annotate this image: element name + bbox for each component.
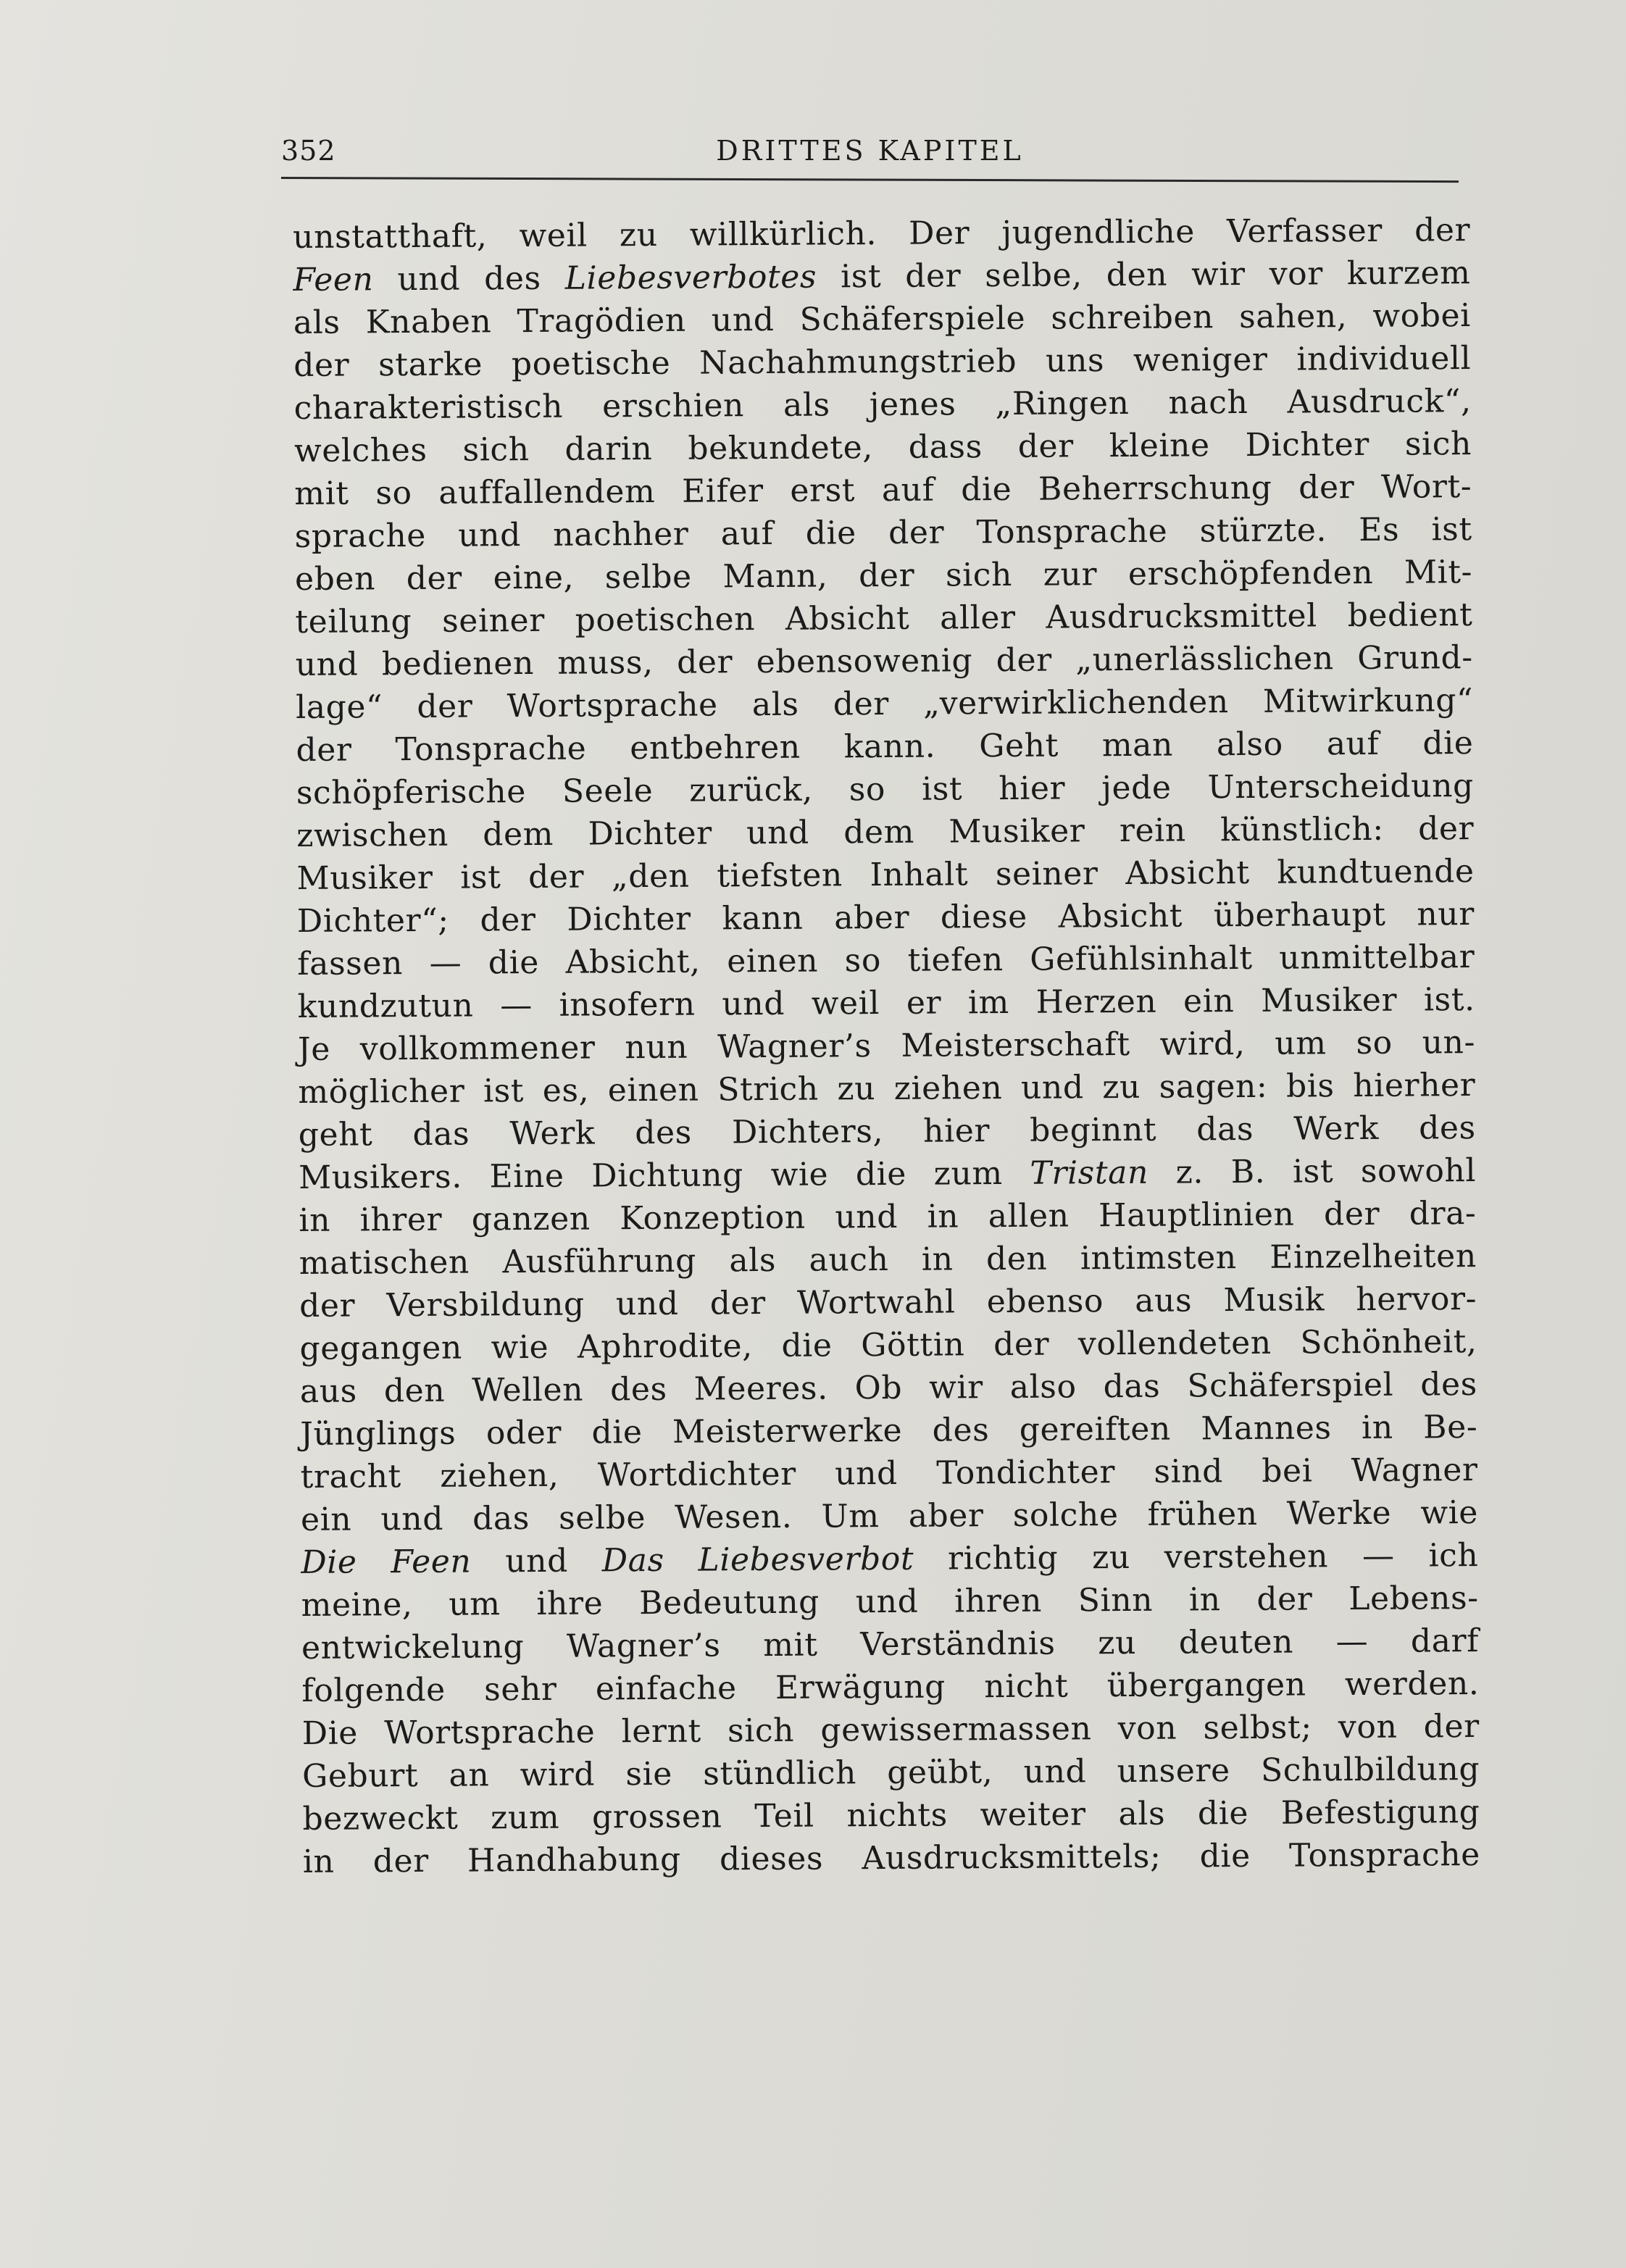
text-segment: aus den Wellen des Meeres. Ob wir also das Schäferspiel des: [299, 1366, 1478, 1410]
text-segment: gegangen wie Aphrodite, die Göttin der vollendeten Schönheit,: [299, 1323, 1477, 1367]
text-line: [299, 1149, 1476, 1199]
text-line: [296, 764, 1474, 814]
text-line: [299, 1277, 1477, 1327]
text-segment: z. B. ist sowohl: [1148, 1152, 1477, 1191]
text-line: [294, 465, 1472, 515]
text-segment: tracht ziehen, Wortdichter und Tondichter sind bei Wagner: [300, 1451, 1478, 1496]
text-line: [293, 294, 1471, 344]
text-line: [302, 1748, 1480, 1798]
text-line: [301, 1491, 1478, 1541]
text-line: [293, 380, 1471, 430]
text-line: [296, 679, 1473, 729]
italic-title: Feen: [293, 261, 374, 299]
text-line: [297, 978, 1475, 1028]
italic-title: Das Liebesverbot: [601, 1540, 914, 1580]
text-segment: folgende sehr einfache Erwägung nicht übergangen werden.: [301, 1665, 1480, 1709]
text-segment: fassen — die Absicht, einen so tiefen Gefühlsinhalt unmittelbar: [297, 938, 1475, 983]
text-line: [300, 1363, 1477, 1413]
body-text: [293, 209, 1480, 1883]
text-segment: und des: [373, 259, 565, 299]
text-line: [296, 850, 1474, 900]
text-segment: in der Handhabung dieses Ausdrucksmittels; die Tonsprache: [302, 1836, 1481, 1880]
text-line: [293, 251, 1470, 301]
text-segment: ist der selbe, den wir vor kurzem: [816, 254, 1471, 296]
text-segment: richtig zu verstehen — ich: [914, 1537, 1479, 1577]
text-line: [295, 508, 1472, 558]
text-segment: meine, um ihre Bedeutung und ihren Sinn in der Lebens-: [301, 1580, 1479, 1624]
text-segment: kundzutun — insofern und weil er im Herzen ein Musiker ist.: [297, 981, 1475, 1025]
text-line: [293, 337, 1471, 387]
text-line: [296, 807, 1474, 857]
text-line: [300, 1448, 1477, 1498]
text-segment: Dichter“; der Dichter kann aber diese Absicht überhaupt nur: [296, 896, 1475, 940]
text-segment: mit so auffallendem Eifer erst auf die Beherrschung der Wort-: [294, 468, 1472, 512]
text-segment: Die Wortsprache lernt sich gewissermassen von selbst; von der: [301, 1708, 1480, 1752]
italic-title: Liebesverbotes: [564, 258, 817, 297]
text-line: [302, 1790, 1480, 1840]
text-line: [299, 1235, 1477, 1285]
text-segment: teilung seiner poetischen Absicht aller Ausdrucksmittel bedient: [295, 596, 1473, 641]
text-line: [297, 893, 1475, 943]
text-line: [299, 1192, 1476, 1242]
text-line: [302, 1705, 1480, 1755]
text-line: [299, 1320, 1477, 1370]
text-segment: charakteristisch erschien als jenes „Ringen nach Ausdruck“,: [293, 383, 1472, 427]
text-segment: Jünglings oder die Meisterwerke des gereiften Mannes in Be-: [300, 1409, 1478, 1453]
text-line: [295, 551, 1472, 601]
text-segment: zwischen dem Dichter und dem Musiker rein künstlich: der: [296, 810, 1475, 854]
text-segment: unstatthaft, weil zu willkürlich. Der jugendliche Verfasser der: [293, 212, 1471, 256]
text-line: [301, 1619, 1479, 1669]
text-segment: Je vollkommener nun Wagner’s Meisterschaft wird, um so un-: [297, 1024, 1476, 1068]
text-line: [299, 1106, 1476, 1156]
text-line: [296, 636, 1473, 686]
text-segment: matischen Ausführung als auch in den intimsten Einzelheiten: [299, 1238, 1477, 1282]
text-line: [296, 722, 1473, 772]
text-segment: und bedienen muss, der ebensowenig der „unerlässlichen Grund-: [295, 639, 1473, 683]
text-segment: Musiker ist der „den tiefsten Inhalt seiner Absicht kundtuende: [296, 853, 1475, 897]
text-line: [293, 209, 1470, 259]
text-line: [301, 1577, 1479, 1627]
text-segment: und: [471, 1542, 602, 1580]
text-segment: eben der eine, selbe Mann, der sich zur erschöpfenden Mit-: [294, 554, 1473, 598]
text-segment: Geburt an wird sie stündlich geübt, und unsere Schulbildung: [301, 1751, 1480, 1795]
text-line: [297, 935, 1475, 985]
text-segment: bezweckt zum grossen Teil nichts weiter als die Befestigung: [302, 1793, 1480, 1838]
text-segment: lage“ der Wortsprache als der „verwirklichenden Mitwirkung“: [295, 682, 1474, 726]
text-segment: der starke poetische Nachahmungstrieb uns weniger individuell: [293, 340, 1472, 384]
text-line: [300, 1406, 1477, 1456]
italic-title: Die Feen: [301, 1543, 472, 1581]
text-segment: geht das Werk des Dichters, hier beginnt das Werk des: [298, 1109, 1476, 1154]
text-segment: welches sich darin bekundete, dass der kleine Dichter sich: [293, 425, 1472, 470]
text-line: [294, 422, 1472, 472]
text-segment: in ihrer ganzen Konzeption und in allen Hauptlinien der dra-: [299, 1195, 1477, 1239]
text-segment: der Tonsprache entbehren kann. Geht man also auf die: [296, 725, 1474, 769]
text-segment: sprache und nachher auf die der Tonsprache stürzte. Es ist: [294, 511, 1472, 555]
text-line: [303, 1833, 1480, 1883]
text-line: [295, 593, 1472, 643]
text-line: [301, 1534, 1478, 1584]
page-number: 352: [281, 135, 336, 167]
text-line: [298, 1064, 1475, 1114]
text-segment: entwickelung Wagner’s mit Verständnis zu deuten — darf: [301, 1622, 1480, 1667]
text-line: [301, 1662, 1479, 1712]
text-segment: ein und das selbe Wesen. Um aber solche frühen Werke wie: [300, 1494, 1479, 1538]
text-segment: schöpferische Seele zurück, so ist hier jede Unterscheidung: [296, 767, 1474, 812]
text-line: [298, 1021, 1475, 1071]
text-segment: als Knaben Tragödien und Schäferspiele schreiben sahen, wobei: [293, 297, 1472, 341]
running-head: DRITTES KAPITEL: [716, 135, 1024, 167]
text-segment: möglicher ist es, einen Strich zu ziehen und zu sagen: bis hierher: [298, 1067, 1476, 1111]
italic-title: Tristan: [1030, 1154, 1149, 1192]
text-segment: der Versbildung und der Wortwahl ebenso aus Musik hervor-: [299, 1280, 1477, 1325]
text-segment: Musikers. Eine Dichtung wie die zum: [298, 1154, 1030, 1196]
